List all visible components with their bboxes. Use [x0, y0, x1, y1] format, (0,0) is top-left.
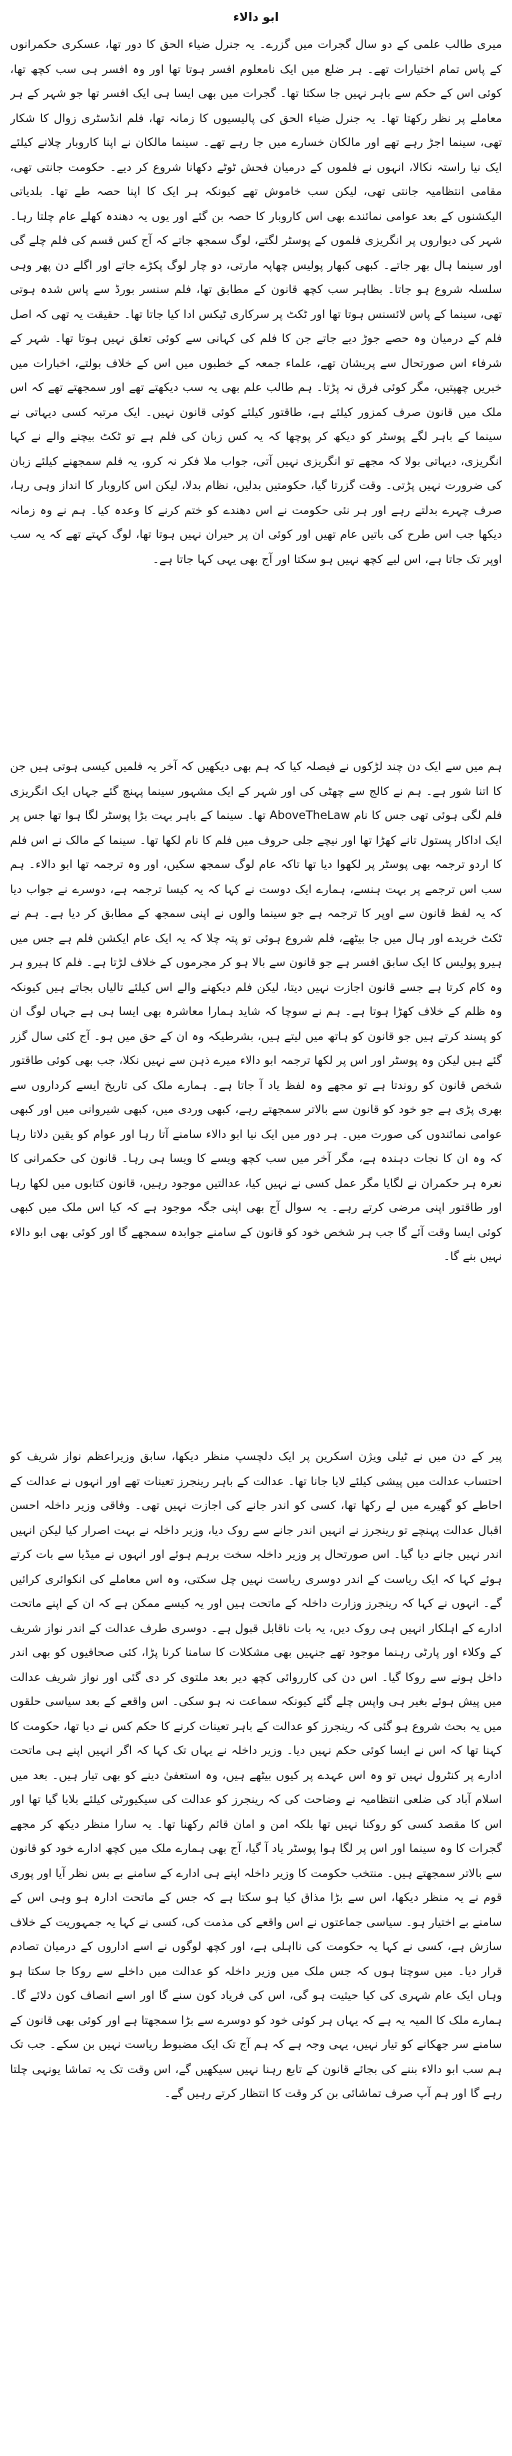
article-paragraph-1: میری طالب علمی کے دو سال گجرات میں گزرے۔ یہ جنرل ضیاء الحق کا دور تھا، عسکری حکمرانوں کے پاس تمام اختیارات تھے۔ ہر ضلع میں ایک نامعلوم افسر ہوتا تھا اور وہ افسر ہی سب کچھ تھا، کوئی اس کے حکم سے باہر نہیں جا سکتا تھا۔ گجرات میں بھی ایسا ہی ایک افسر تھا جو شہر کے ہر معاملے پر نظر رکھتا تھا۔ یہ جنرل ضیاء الحق کی پالیسیوں کا زمانہ تھا، فلم انڈسٹری زوال کا شکار تھی، سینما اجڑ رہے تھے اور مالکان خسارے میں جا رہے تھے۔ سینما مالکان نے اپنا کاروبار چلانے کیلئے ایک نیا راستہ نکالا، انہوں نے فلموں کے درمیان فحش ٹوٹے دکھانا شروع کر دیے۔ حکومت جانتی تھی، مقامی انتظامیہ جانتی تھی، لیکن سب خاموش تھے کیونکہ ہر ایک کا اپنا حصہ طے تھا۔ بلدیاتی الیکشنوں کے بعد عوامی نمائندے بھی اس کاروبار کا حصہ بن گئے اور یوں یہ دھندہ کھلے عام چلتا رہا۔ شہر کی دیواروں پر انگریزی فلموں کے پوسٹر لگتے، لوگ سمجھ جاتے کہ آج کس قسم کی فلم چلے گی اور سینما ہال بھر جاتے۔ کبھی کبھار پولیس چھاپہ مارتی، دو چار لوگ پکڑے جاتے اور اگلے دن پھر وہی سلسلہ شروع ہو جاتا۔ بظاہر سب کچھ قانون کے مطابق تھا، فلم سنسر بورڈ سے پاس شدہ ہوتی تھی، سینما کے پاس لائسنس ہوتا تھا اور ٹکٹ پر سرکاری ٹیکس ادا کیا جاتا تھا۔ حقیقت یہ تھی کہ اصل فلم کے درمیان وہ حصے جوڑ دیے جاتے جن کا فلم کی کہانی سے کوئی تعلق نہیں ہوتا تھا۔ شہر کے شرفاء اس صورتحال سے پریشان تھے، علماء جمعہ کے خطبوں میں اس کے خلاف بولتے، اخبارات میں خبریں چھپتیں، مگر کوئی فرق نہ پڑتا۔ ہم طالب علم بھی یہ سب دیکھتے تھے اور سمجھتے تھے کہ اس ملک میں قانون صرف کمزور کیلئے ہے، طاقتور کیلئے کوئی قانون نہیں۔ ایک مرتبہ کسی دیہاتی نے سینما کے باہر لگے پوسٹر کو دیکھ کر پوچھا کہ یہ کس زبان کی فلم ہے تو ٹکٹ بیچنے والے نے کہا انگریزی، دیہاتی بولا کہ مجھے تو انگریزی نہیں آتی، جواب ملا فکر نہ کرو، یہ فلم سمجھنے کیلئے زبان کی ضرورت نہیں پڑتی۔ وقت گزرتا گیا، حکومتیں بدلیں، نظام بدلا، لیکن اس کاروبار کا انداز وہی رہا، صرف چہرے بدلتے رہے اور ہر نئی حکومت نے اس دھندے کو ختم کرنے کا وعدہ کیا۔ ہم نے وہ زمانہ دیکھا جب اس طرح کی باتیں عام تھیں اور کوئی ان پر حیران نہیں ہوتا تھا، لوگ کہتے تھے کہ یہ سب اوپر تک جاتا ہے، اس لیے کچھ نہیں ہو سکتا اور آج بھی یہی کہا جاتا ہے۔: [10, 37, 502, 566]
article-title: ابو دالاء: [233, 10, 279, 24]
article-paragraph-3: پیر کے دن میں نے ٹیلی ویژن اسکرین پر ایک دلچسپ منظر دیکھا، سابق وزیراعظم نواز شریف کو احتساب عدالت میں پیشی کیلئے لایا جانا تھا۔ عدالت کے باہر رینجرز تعینات تھے اور انہوں نے عدالت کے احاطے کو گھیرے میں لے رکھا تھا، کسی کو اندر جانے کی اجازت نہیں تھی۔ وفاقی وزیر داخلہ احسن اقبال عدالت پہنچے تو رینجرز نے انہیں اندر جانے سے روک دیا، وزیر داخلہ نے بہت اصرار کیا لیکن انہیں اندر نہیں جانے دیا گیا۔ اس صورتحال پر وزیر داخلہ سخت برہم ہوئے اور انہوں نے میڈیا سے بات کرتے ہوئے کہا کہ ایک ریاست کے اندر دوسری ریاست نہیں چل سکتی، وہ اس معاملے کی انکوائری کرائیں گے۔ انہوں نے کہا کہ رینجرز وزارت داخلہ کے ماتحت ہیں اور یہ کیسے ممکن ہے کہ ان کے اپنے ماتحت ادارے کے اہلکار انہیں ہی روک دیں، یہ بات ناقابل قبول ہے۔ دوسری طرف عدالت کے اندر نواز شریف کے وکلاء اور پارٹی رہنما موجود تھے جنہیں بھی مشکلات کا سامنا کرنا پڑا، کئی صحافیوں کو بھی اندر داخل ہونے سے روکا گیا۔ اس دن کی کارروائی کچھ دیر بعد ملتوی کر دی گئی اور نواز شریف عدالت میں پیش ہوئے بغیر ہی واپس چلے گئے کیونکہ سماعت نہ ہو سکی۔ اس واقعے کے بعد سیاسی حلقوں میں یہ بحث شروع ہو گئی کہ رینجرز کو عدالت کے باہر تعینات کرنے کا حکم کس نے دیا تھا، حکومت کا کہنا تھا کہ اس نے ایسا کوئی حکم نہیں دیا۔ وزیر داخلہ نے یہاں تک کہا کہ اگر انہیں اپنے ہی ماتحت ادارے پر کنٹرول نہیں تو وہ اس عہدے پر کیوں بیٹھے ہیں، وہ استعفیٰ دینے کو بھی تیار ہیں۔ بعد میں اسلام آباد کی ضلعی انتظامیہ نے وضاحت کی کہ رینجرز کو عدالت کی سیکیورٹی کیلئے بلایا گیا تھا اور اس کا مقصد کسی کو روکنا نہیں تھا بلکہ امن و امان قائم رکھنا تھا۔ یہ سارا منظر دیکھ کر مجھے گجرات کا وہ سینما اور اس پر لگا ہوا پوسٹر یاد آ گیا، آج بھی ہمارے ملک میں کچھ ادارے خود کو قانون سے بالاتر سمجھتے ہیں۔ منتخب حکومت کا وزیر داخلہ اپنے ہی ادارے کے سامنے بے بس نظر آیا اور پوری قوم نے یہ منظر دیکھا، اس سے بڑا مذاق کیا ہو سکتا ہے کہ جس کے ماتحت ادارہ ہو وہی اس کے سامنے بے اختیار ہو۔ سیاسی جماعتوں نے اس واقعے کی مذمت کی، کسی نے کہا یہ جمہوریت کے خلاف سازش ہے، کسی نے کہا یہ حکومت کی نااہلی ہے، اور کچھ لوگوں نے اسے اداروں کے درمیان تصادم قرار دیا۔ میں سوچتا ہوں کہ جس ملک میں وزیر داخلہ کو عدالت میں داخلے سے روکا جا سکتا ہو وہاں ایک عام شہری کی کیا حیثیت ہو گی، اس کی فریاد کون سنے گا اور اسے انصاف کون دلائے گا۔ ہمارے ملک کا المیہ یہ ہے کہ یہاں ہر کوئی خود کو دوسرے سے بڑا سمجھتا ہے اور کوئی بھی قانون کے سامنے سر جھکانے کو تیار نہیں، یہی وجہ ہے کہ ہم آج تک ایک مضبوط ریاست نہیں بن سکے۔ جب تک ہم سب ابو دالاء بننے کی بجائے قانون کے تابع رہنا نہیں سیکھیں گے، اس وقت تک یہ تماشا یونہی چلتا رہے گا اور ہم آپ صرف تماشائی بن کر وقت کا انتظار کرتے رہیں گے۔: [10, 1449, 502, 2100]
article-paragraph-2: ہم میں سے ایک دن چند لڑکوں نے فیصلہ کیا کہ ہم بھی دیکھیں کہ آخر یہ فلمیں کیسی ہوتی ہیں جن کا اتنا شور ہے۔ ہم نے کالج سے چھٹی کی اور شہر کے ایک مشہور سینما پہنچ گئے جہاں ایک انگریزی فلم لگی ہوئی تھی جس کا نام AboveTheLaw تھا۔ سینما کے باہر بہت بڑا پوسٹر لگا ہوا تھا جس پر ایک اداکار پستول تانے کھڑا تھا اور نیچے جلی حروف میں فلم کا نام لکھا تھا۔ سینما کے مالک نے اس فلم کا اردو ترجمہ بھی پوسٹر پر لکھوا دیا تھا تاکہ عام لوگ سمجھ سکیں، اور وہ ترجمہ تھا ابو دالاء۔ ہم سب اس ترجمے پر بہت ہنسے، ہمارے ایک دوست نے کہا کہ یہ کیسا ترجمہ ہے، دوسرے نے جواب دیا کہ یہ لفظ قانون سے اوپر کا ترجمہ ہے جو سینما والوں نے اپنی سمجھ کے مطابق کر دیا ہے۔ ہم نے ٹکٹ خریدے اور ہال میں جا بیٹھے، فلم شروع ہوئی تو پتہ چلا کہ یہ ایک عام ایکشن فلم ہے جس میں ہیرو پولیس کا ایک سابق افسر ہے جو قانون سے بالا ہو کر مجرموں کے خلاف لڑتا ہے۔ فلم کا ہیرو ہر وہ کام کرتا ہے جسے قانون اجازت نہیں دیتا، لیکن فلم دیکھنے والے اس کیلئے تالیاں بجاتے ہیں کیونکہ وہ ظلم کے خلاف کھڑا ہوتا ہے۔ ہم نے سوچا کہ شاید ہمارا معاشرہ بھی ایسا ہی ہے جہاں لوگ ان کو پسند کرتے ہیں جو قانون کو ہاتھ میں لیتے ہیں، بشرطیکہ وہ ان کے حق میں ہو۔ آج کئی سال گزر گئے ہیں لیکن وہ پوسٹر اور اس پر لکھا ترجمہ ابو دالاء میرے ذہن سے نہیں نکلا، جب بھی کوئی طاقتور شخص قانون کو روندتا ہے تو مجھے وہ لفظ یاد آ جاتا ہے۔ ہمارے ملک کی تاریخ ایسے کرداروں سے بھری پڑی ہے جو خود کو قانون سے بالاتر سمجھتے رہے، کبھی وردی میں، کبھی شیروانی میں اور کبھی عوامی نمائندوں کی صورت میں۔ ہر دور میں ایک نیا ابو دالاء سامنے آتا رہا اور عوام کو یقین دلاتا رہا کہ وہ ان کا نجات دہندہ ہے، مگر آخر میں سب کچھ ویسے کا ویسا ہی رہا۔ قانون کی حکمرانی کا نعرہ ہر حکمران نے لگایا مگر عمل کسی نے نہیں کیا، عدالتیں موجود رہیں، قانون کتابوں میں لکھا رہا اور طاقتور اپنی مرضی کرتے رہے۔ یہ سوال آج بھی اپنی جگہ موجود ہے کہ کیا اس ملک میں کبھی کوئی ایسا وقت آئے گا جب ہر شخص خود کو قانون کے سامنے جوابدہ سمجھے گا اور کوئی بھی ابو دالاء نہیں بنے گا۔: [10, 759, 502, 1263]
